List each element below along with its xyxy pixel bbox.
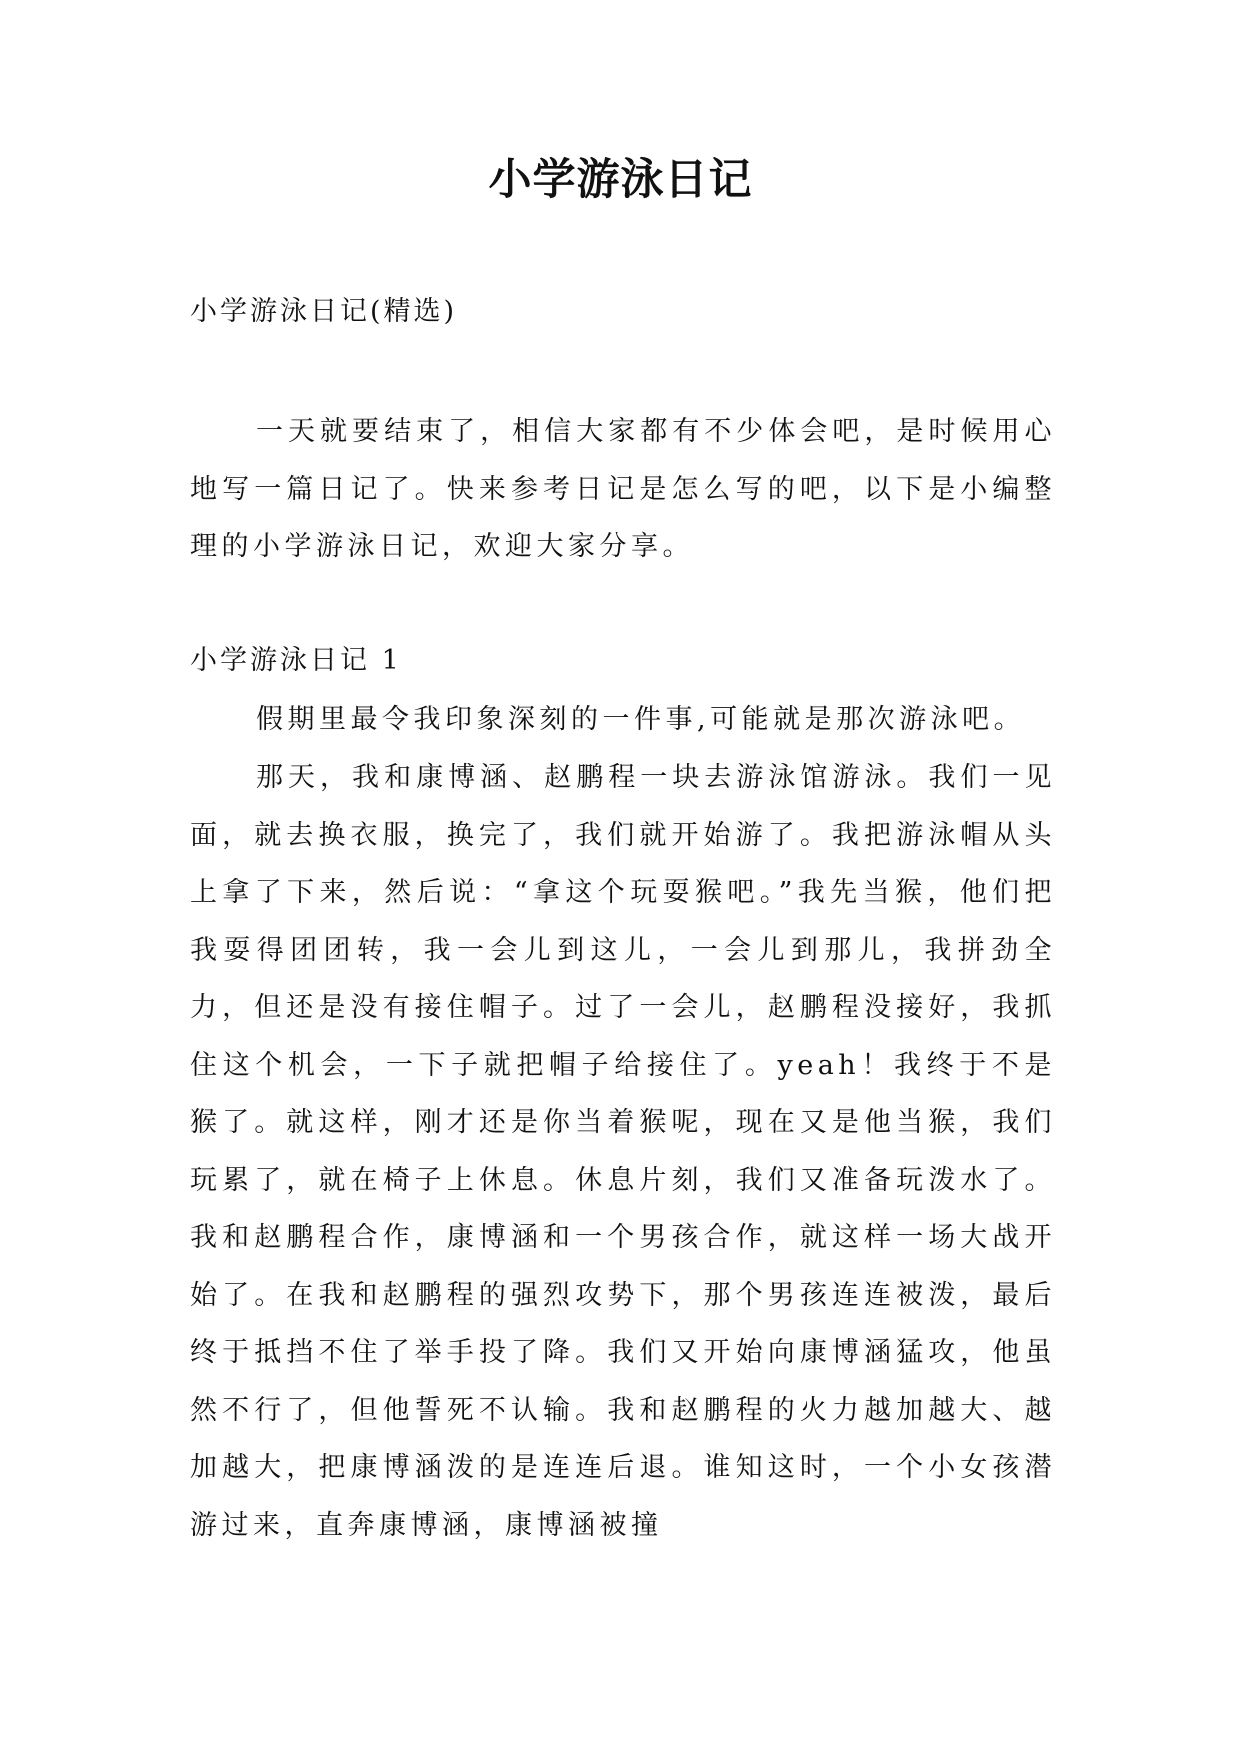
body-paragraph: 那天，我和康博涵、赵鹏程一块去游泳馆游泳。我们一见面，就去换衣服，换完了，我们就开始游了。我把游泳帽从头上拿了下来，然后说：“拿这个玩耍猴吧。”我先当猴，他们把我耍得团团转，我一会儿到这儿，一会儿到那儿，我拼劲全力，但还是没有接住帽子。过了一会儿，赵鹏程没接好，我抓住这个机会，一下子就把帽子给接住了。yeah！我终于不是猴了。就这样，刚才还是你当着猴呢，现在又是他当猴，我们玩累了，就在椅子上休息。休息片刻，我们又准备玩泼水了。我和赵鹏程合作，康博涵和一个男孩合作，就这样一场大战开始了。在我和赵鹏程的强烈攻势下，那个男孩连连被泼，最后终于抵挡不住了举手投了降。我们又开始向康博涵猛攻，他虽然不行了，但他誓死不认输。我和赵鹏程的火力越加越大、越加越大，把康博涵泼的是连连后退。谁知这时，一个小女孩潜游过来，直奔康博涵，康博涵被撞 [190, 762, 1056, 1541]
document-subtitle: 小学游泳日记(精选) [190, 296, 458, 327]
intro-paragraph: 一天就要结束了，相信大家都有不少体会吧，是时候用心地写一篇日记了。快来参考日记是怎么写的吧，以下是小编整理的小学游泳日记，欢迎大家分享。 [190, 416, 1056, 562]
section-heading: 小学游泳日记 1 [190, 645, 402, 676]
document-title: 小学游泳日记 [488, 155, 753, 205]
body-paragraph: 假期里最令我印象深刻的一件事,可能就是那次游泳吧。 [256, 704, 1026, 735]
